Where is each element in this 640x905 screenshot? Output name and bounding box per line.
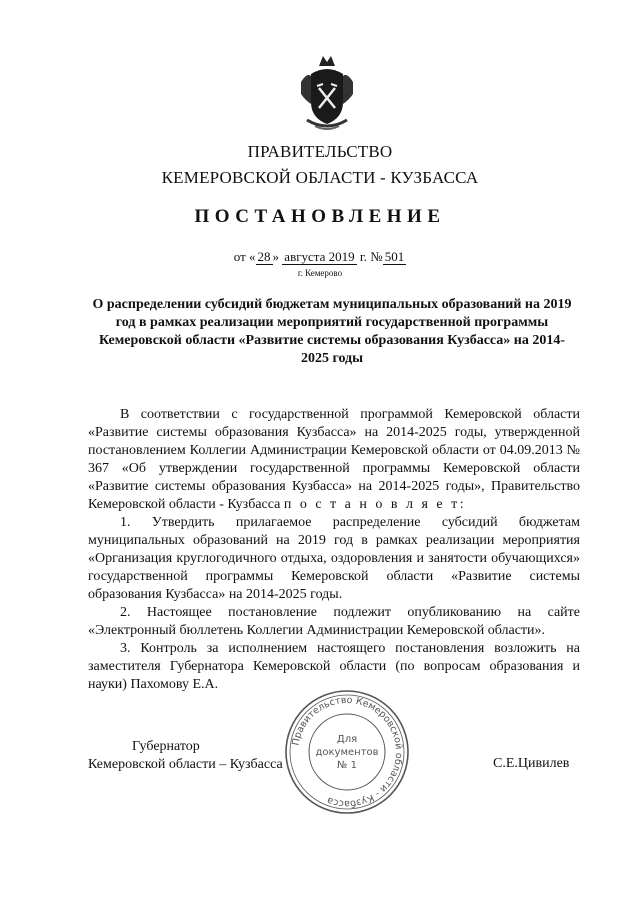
date-day: 28 <box>257 249 271 264</box>
document-type-title: ПОСТАНОВЛЕНИЕ <box>194 206 446 227</box>
signatory-title-line2: Кемеровской области – Кузбасса <box>88 757 283 772</box>
coat-of-arms-emblem <box>297 52 357 134</box>
document-body <box>88 406 580 694</box>
signatory-title-line1: Губернатор <box>132 739 200 754</box>
document-subject: О распределении субсидий бюджетам муниципальных образований на 2019 год в рамках реализации мероприятий государственной программы Кемеровской области «Развитие системы образования Кузбасса» на 2014-2025 годы <box>92 297 572 366</box>
stamp-line2: документов <box>315 747 379 758</box>
stamp-ring-text: Правительство Кемеровской области - Кузбасса <box>290 694 405 810</box>
preamble-paragraph <box>88 406 580 514</box>
item-1: 1. Утвердить прилагаемое распределение субсидий бюджетам муниципальных образований на 2019 год в рамках реализации мероприятия «Организация круглогодичного отдыха, оздоровления и занятости обучающихся» государственной программы Кемеровской области «Развитие системы образования Кузбасса» на 2014-2025 годы. <box>88 515 580 602</box>
document-number: 501 <box>384 249 405 264</box>
signatory-title <box>88 738 283 774</box>
number-prefix: № <box>370 249 383 264</box>
item-2: 2. Настоящее постановление подлежит опубликованию на сайте «Электронный бюллетень Коллегии Администрации Кемеровской области». <box>88 605 580 638</box>
item-3: 3. Контроль за исполнением настоящего постановления возложить на заместителя Губернатора Кемеровской области (по вопросам образования и науки) Пахомову Е.А. <box>88 641 580 692</box>
city: г. Кемерово <box>297 268 343 278</box>
year-suffix: г. <box>359 249 368 264</box>
date-month-year: августа 2019 <box>284 249 355 264</box>
stamp-line1: Для <box>336 734 358 745</box>
date-mid: » <box>272 249 280 264</box>
date-prefix: от « <box>233 249 256 264</box>
resolves-word: п о с т а н о в л я е т: <box>283 497 467 512</box>
date-number-line <box>0 249 640 265</box>
government-name-line1: ПРАВИТЕЛЬСТВО <box>247 142 393 161</box>
government-name-line2: КЕМЕРОВСКОЙ ОБЛАСТИ - КУЗБАССА <box>161 168 479 187</box>
preamble-text: В соответствии с государственной программой Кемеровской области «Развитие системы образования Кузбасса» на 2014-2025 годы, утвержденной постановлением Коллегии Администрации Кемеровской области от 04.09.2013 № 367 «Об утверждении государственной программы Кемеровской области «Развитие системы образования Кузбасса» на 2014-2025 годы», Правительство Кемеровской области - Кузбасса <box>88 407 580 512</box>
stamp-line3: № 1 <box>337 760 357 771</box>
official-stamp <box>283 688 411 816</box>
signatory-name: С.Е.Цивилев <box>493 756 570 771</box>
